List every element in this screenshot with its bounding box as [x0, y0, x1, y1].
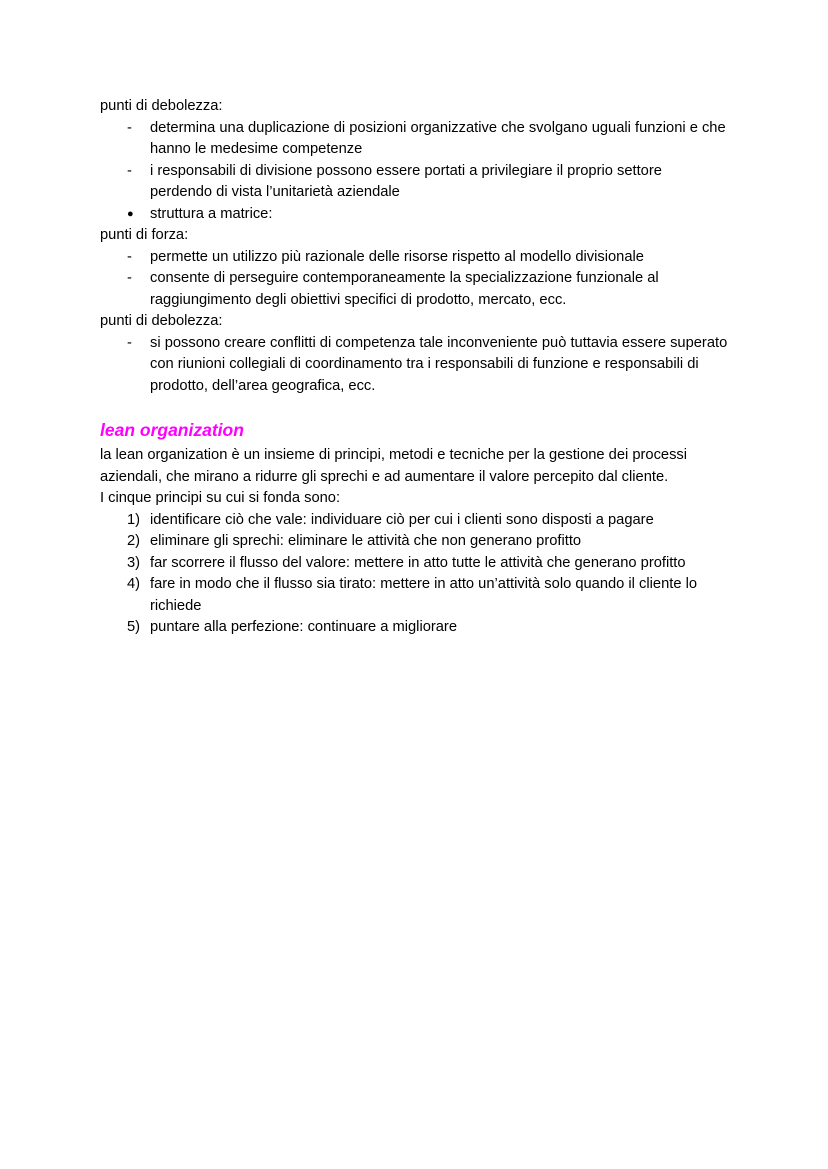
list-item-text: fare in modo che il flusso sia tirato: mettere in atto un’attività solo quando il cliente lo richiede: [150, 576, 697, 614]
list-item: [100, 204, 728, 226]
number-marker: 2): [127, 533, 141, 549]
list-item-text: far scorrere il flusso del valore: mettere in atto tutte le attività che generano profitto: [150, 554, 686, 571]
list-item: [100, 333, 728, 398]
numbered-list-item: [100, 531, 728, 553]
list-item: [100, 247, 728, 269]
list-item-text: permette un utilizzo più razionale delle risorse rispetto al modello divisionale: [150, 248, 644, 265]
numbered-list-item: [100, 510, 728, 532]
number-marker: 1): [127, 511, 141, 528]
number-marker: 5): [127, 619, 141, 635]
dash-marker: -: [127, 248, 132, 265]
list-item-text: determina una duplicazione di posizioni organizzative che svolgano uguali funzioni e che hanno le medesime competenze: [150, 119, 726, 157]
dash-marker: -: [127, 334, 132, 351]
paragraph-lean-intro: la lean organization è un insieme di principi, metodi e tecniche per la gestione dei processi aziendali, che mirano a ridurre gli sprechi e ad aumentare il valore percepito dal cliente.: [100, 447, 688, 485]
dash-marker: -: [127, 119, 132, 136]
paragraph-lean-principles-lead: I cinque principi su cui si fonda sono:: [100, 490, 341, 506]
list-item-text: i responsabili di divisione possono essere portati a privilegiare il proprio settore perdendo di vista l’unitarietà aziendale: [150, 162, 662, 200]
list-item-text: identificare ciò che vale: individuare ciò per cui i clienti sono disposti a pagare: [150, 511, 654, 528]
list-item-text: eliminare gli sprechi: eliminare le attività che non generano profitto: [150, 533, 582, 549]
list-item-text: puntare alla perfezione: continuare a migliorare: [150, 619, 457, 635]
dash-marker: -: [127, 162, 132, 179]
list-item: [100, 118, 728, 161]
numbered-list-item: [100, 574, 728, 617]
paragraph-punti-debolezza-1: punti di debolezza:: [100, 98, 223, 114]
bullet-marker: ●: [127, 207, 134, 220]
list-item: [100, 161, 728, 204]
list-item-text: si possono creare conflitti di competenza tale inconveniente può tuttavia essere superato con riunioni collegiali di coordinamento tra i responsabili di funzione e responsabili di prodotto, dell’area geografica, ecc.: [150, 334, 728, 394]
dash-marker: -: [127, 270, 132, 286]
number-marker: 4): [127, 576, 141, 592]
list-item-text: struttura a matrice:: [150, 205, 273, 222]
paragraph-punti-debolezza-2: punti di debolezza:: [100, 313, 223, 329]
numbered-list-item: [100, 617, 728, 639]
paragraph-punti-forza: punti di forza:: [100, 227, 189, 243]
list-item: [100, 268, 728, 311]
number-marker: 3): [127, 554, 141, 571]
numbered-list-item: [100, 553, 728, 575]
list-item-text: consente di perseguire contemporaneamente la specializzazione funzionale al raggiungimento degli obiettivi specifici di prodotto, mercato, ecc.: [150, 270, 659, 308]
section-heading-lean-organization: lean organization: [100, 420, 244, 440]
